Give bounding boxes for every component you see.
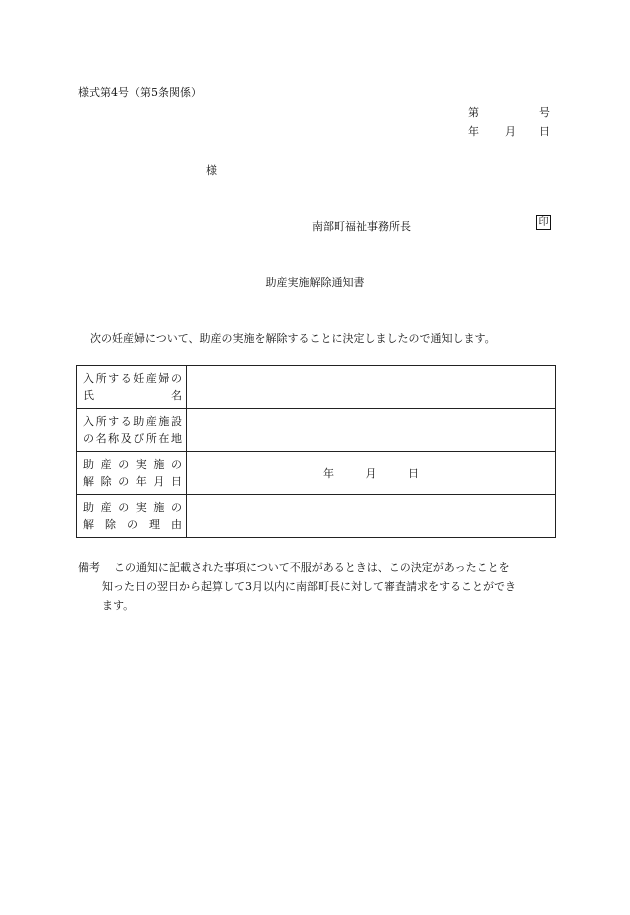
row-value-termination-reason[interactable] (187, 495, 556, 538)
label-line: 助 産 の 実 施 の (83, 458, 182, 471)
table-row (77, 409, 556, 452)
issuer-name: 南部町福祉事務所長 (312, 220, 411, 233)
label-line: 解 除 の 理 由 (83, 518, 182, 531)
info-table (76, 365, 556, 538)
date-month-label: 月 (365, 467, 377, 480)
label-line: 氏 名 (83, 389, 182, 402)
date-month-label: 月 (505, 125, 516, 138)
row-value-pregnant-woman-name[interactable] (187, 366, 556, 409)
note-line: ます。 (102, 599, 135, 612)
form-number: 様式第4号（第5条関係） (78, 86, 202, 99)
note-line: この通知に記載された事項について不服があるときは、この決定があったことを (114, 561, 510, 574)
row-value-termination-date[interactable] (187, 452, 556, 495)
addressee-honorific: 様 (206, 164, 217, 177)
label-line: の名称及び所在地 (83, 432, 182, 445)
document-number-prefix: 第 (468, 106, 479, 119)
table-row (77, 452, 556, 495)
row-label-pregnant-woman-name (77, 366, 187, 409)
date-year-label: 年 (468, 125, 479, 138)
row-value-facility[interactable] (187, 409, 556, 452)
table-row (77, 366, 556, 409)
table-row (77, 495, 556, 538)
seal-mark: 印 (536, 215, 551, 230)
note-line: 知った日の翌日から起算して3月以内に南部町長に対して審査請求をすることができ (102, 580, 516, 593)
row-label-termination-date (77, 452, 187, 495)
label-line: 入所する妊産婦の (83, 372, 182, 385)
note-label: 備考 (78, 561, 100, 574)
date-day-label: 日 (539, 125, 550, 138)
document-title: 助産実施解除通知書 (265, 276, 365, 289)
label-line: 入所する助産施設 (83, 415, 182, 428)
date-day-label: 日 (408, 467, 419, 480)
row-label-termination-reason (77, 495, 187, 538)
date-year-label: 年 (323, 467, 334, 480)
row-label-facility (77, 409, 187, 452)
body-text: 次の妊産婦について、助産の実施を解除することに決定しましたので通知します。 (90, 332, 496, 345)
document-number-suffix: 号 (539, 106, 550, 119)
label-line: 助 産 の 実 施 の (83, 501, 182, 514)
label-line: 解 除 の 年 月 日 (83, 475, 182, 488)
